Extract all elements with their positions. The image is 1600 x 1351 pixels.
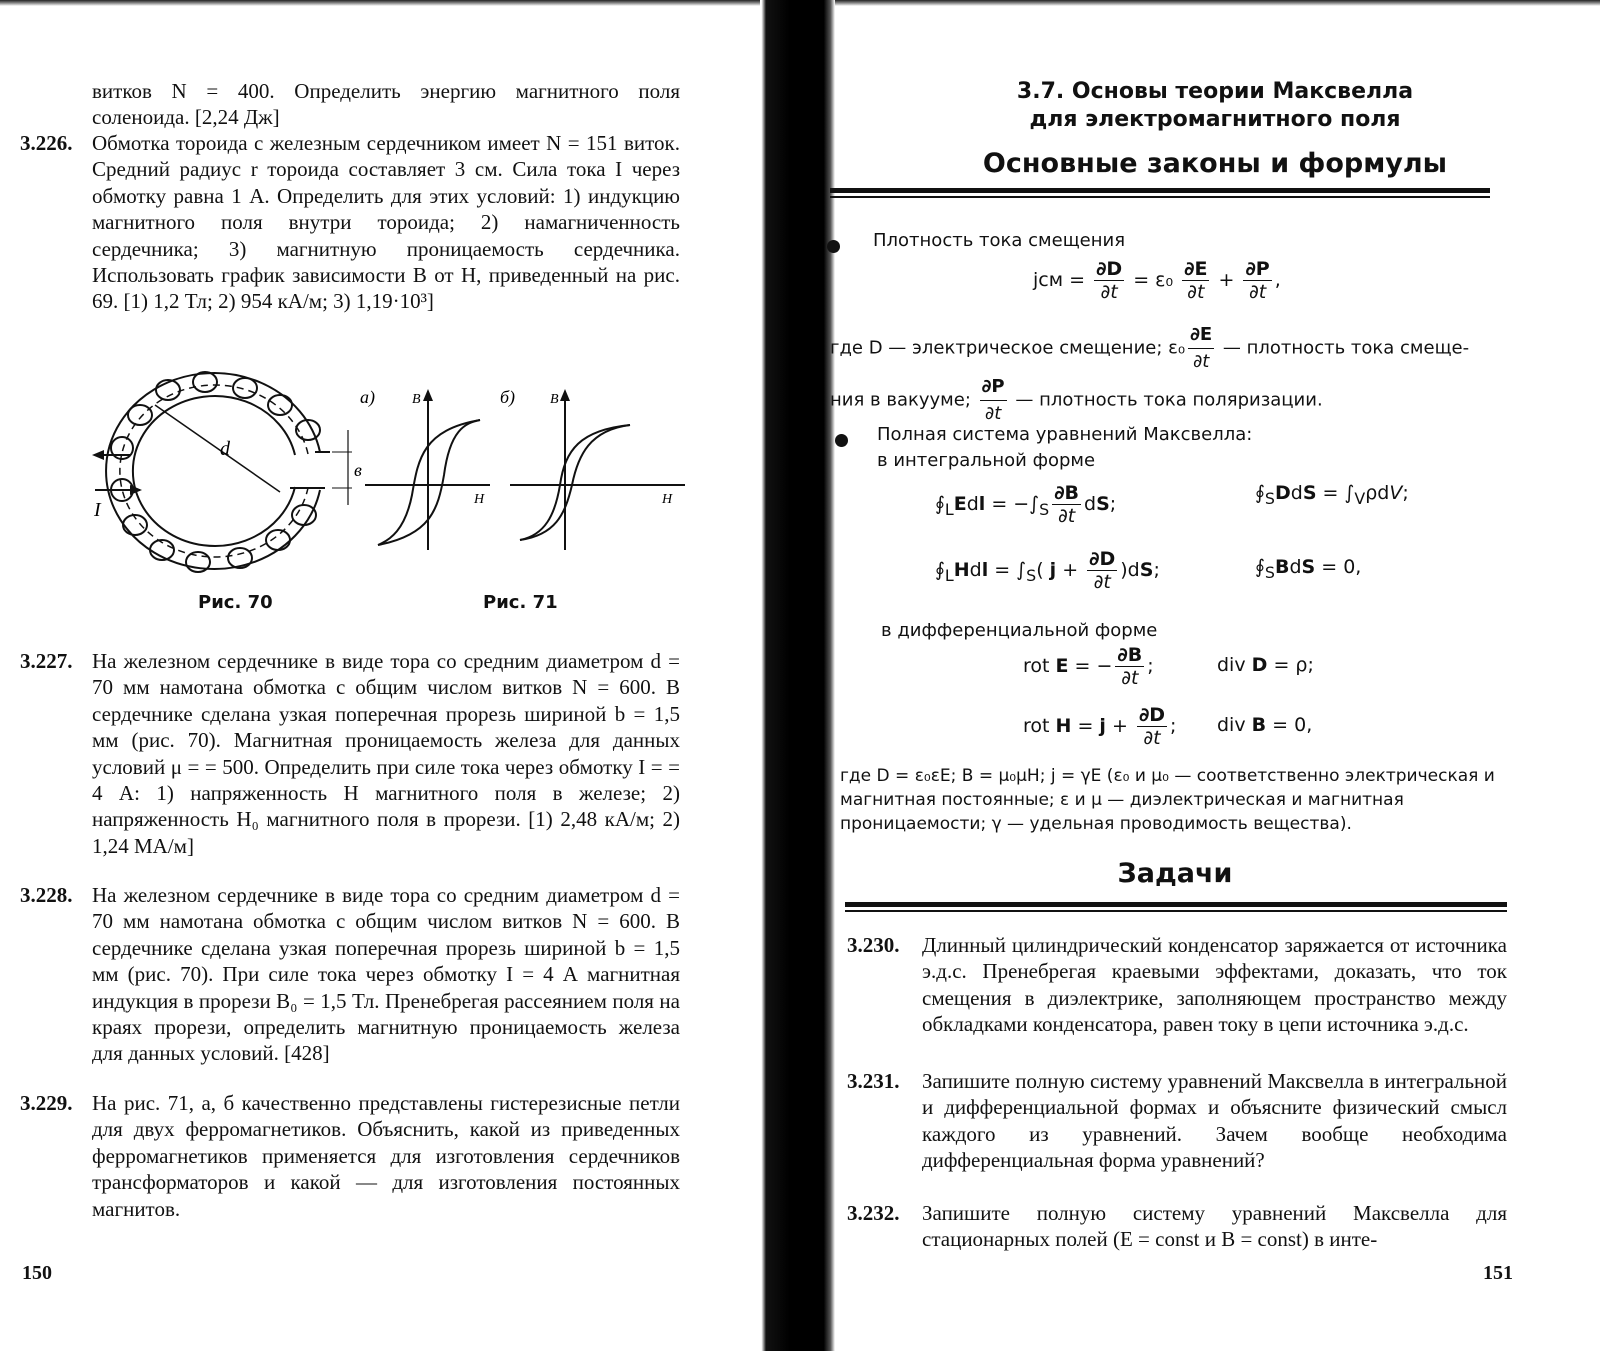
- problem-number: 3.226.: [20, 131, 73, 155]
- maxwell-diff-4: div B = 0,: [1217, 714, 1313, 736]
- problem-3-231: [847, 1068, 1507, 1174]
- figure-71-caption: Рис. 71: [483, 592, 558, 613]
- maxwell-diff-3: rot H = j + $\frac{\partial D}{\partial t}$ ;: [1023, 704, 1177, 749]
- maxwell-integral-2: $∮_SDdS = \int_V\rho dV$;: [1255, 482, 1409, 508]
- axis-B-b: B: [550, 392, 559, 407]
- bullet-2: [835, 434, 848, 447]
- problem-3-227: [20, 648, 680, 859]
- problem-3-232: [847, 1200, 1507, 1253]
- integral-form-label: в интегральной форме: [877, 450, 1096, 471]
- problem-text: На рис. 71, а, б качественно представлены гистерезисные петли для двух ферромагнетиков. Объяснить, какой из приведенных ферромагнетиков применяется для изготовления сердечников трансформаторов и какой — для изготовления постоянных магнитов.: [92, 1091, 680, 1221]
- figure-70-caption: Рис. 70: [198, 592, 273, 613]
- left-page: [0, 0, 760, 1351]
- problem-number: 3.227.: [20, 649, 73, 673]
- problem-number: 3.230.: [847, 933, 900, 957]
- axis-B-a: B: [412, 392, 421, 407]
- problem-3-226: [20, 130, 680, 315]
- bullet-1: [827, 240, 840, 253]
- problem-text: Длинный цилиндрический конденсатор заряжается от источника э.д.с. Пренебрегая краевыми эффектами, доказать, что ток смещения в диэлектрике, заполняющем пространство между обкладками конденсатора, равен току в цепи источника э.д.с.: [922, 933, 1507, 1037]
- problem-text: На железном сердечнике в виде тора со средним диаметром d = 70 мм намотана обмотка с общим числом витков N = 600. В сердечнике сделана узкая поперечная прорезь шириной b = 1,5 мм (рис. 70). При силе тока через обмотку I = 4 А магнитная индукция в прорези B₀ = 1,5 Тл. Пренебрегая рассеянием поля на краях прорези, определить магнитную проницаемость железа для данных условий. [428]: [92, 883, 680, 1066]
- axis-H-b: H: [662, 492, 673, 507]
- problem-text: На железном сердечнике в виде тора со средним диаметром d = 70 мм намотана обмотка с общим числом витков N = 600. В сердечнике сделана узкая поперечная прорезь шириной b = 1,5 мм (рис. 70). Магнитная проницаемость железа для данных условий μ = = 500. Определить при силе тока через обмотку I = = 4 А: 1) напряженность H магнитного поля в железе; 2) напряженность H₀ магнитного поля в прорези. [1) 2,48 кА/м; 2) 1,24 МА/м]: [92, 649, 680, 858]
- figure-70-toroid: [80, 360, 370, 585]
- continuation-text: витков N = 400. Определить энергию магнитного поля соленоида. [2,24 Дж]: [92, 79, 680, 130]
- displacement-current-formula: jсм = $\frac{\partial D}{\partial t}$ = ε₀ $\frac{\partial E}{\partial t}$ + $\frac{\partial P}{\partial t}$ ,: [1033, 258, 1281, 303]
- right-page: [830, 0, 1600, 1351]
- maxwell-diff-2: div D = ρ;: [1217, 654, 1314, 676]
- bullet-2-label: Полная система уравнений Максвелла:: [877, 424, 1253, 445]
- problem-number: 3.232.: [847, 1201, 900, 1225]
- page-number-left: 150: [22, 1262, 52, 1284]
- where-line-2: ния в вакууме; $\frac{\partial P}{\partial t}$ — плотность тока поляризации.: [830, 376, 1323, 424]
- diff-form-label: в дифференциальной форме: [881, 620, 1158, 641]
- figure-71-hysteresis: [360, 385, 690, 555]
- where-line-3: где D = ε₀εE; B = μ₀μH; j = γE (ε₀ и μ₀ — соответственно электрическая и магнитная постоянные; ε и μ — диэлектрическая и магнитная проницаемости; γ — удельная проводимость вещества).: [840, 766, 1495, 834]
- problem-number: 3.228.: [20, 883, 73, 907]
- section-title: 3.7. Основы теории Максвелла для электромагнитного поля: [1016, 79, 1414, 132]
- maxwell-integral-1: $∮_LEdl = -\int_S$ $\frac{\partial B}{\partial t}$ dS;: [935, 482, 1117, 527]
- axis-H-a: H: [474, 492, 485, 507]
- maxwell-integral-3: $∮_LHdl = \int_S$( j + $\frac{\partial D}{\partial t}$ )dS;: [935, 548, 1160, 593]
- problem-text: Обмотка тороида с железным сердечником имеет N = 151 виток. Средний радиус r тороида составляет 3 см. Сила тока I через обмотку равна 1 А. Определить для этих условий: 1) индукцию магнитного поля внутри тороида; 2) намагниченность сердечника; 3) магнитную проницаемость сердечника. Использовать график зависимости B от H, приведенный на рис. 69. [1) 1,2 Тл; 2) 954 кА/м; 3) 1,19·10³]: [92, 131, 680, 314]
- page-number-right: 151: [1483, 1262, 1513, 1284]
- label-d: d: [220, 438, 230, 460]
- bullet-1-label: Плотность тока смещения: [873, 230, 1126, 251]
- label-a: а): [360, 387, 375, 407]
- problem-text: Запишите полную систему уравнений Максвелла для стационарных полей (E = const и B = const) в инте-: [922, 1201, 1507, 1252]
- book-gutter: [760, 0, 835, 1351]
- problem-3-228: [20, 882, 680, 1067]
- problem-3-230: [847, 932, 1507, 1038]
- label-bb: б): [500, 387, 516, 407]
- problem-number: 3.229.: [20, 1091, 73, 1115]
- tasks-rule: [845, 902, 1507, 912]
- problem-text: Запишите полную систему уравнений Максвелла в интегральной и дифференциальной формах и объясните физический смысл каждого из уравнений. Зачем вообще необходима дифференциальная форма уравнений?: [922, 1069, 1507, 1173]
- heading-rule: [830, 188, 1490, 198]
- where-line-1: где D — электрическое смещение; ε₀ $\frac{\partial E}{\partial t}$ — плотность тока смеще-: [830, 324, 1470, 372]
- heading-tasks: Задачи: [1117, 858, 1233, 889]
- problem-number: 3.231.: [847, 1069, 900, 1093]
- label-I: I: [94, 499, 101, 521]
- maxwell-integral-4: $∮_SBdS = 0$,: [1255, 556, 1362, 582]
- problem-3-229: [20, 1090, 680, 1222]
- heading-laws: Основные законы и формулы: [982, 148, 1448, 179]
- maxwell-diff-1: rot E = − $\frac{\partial B}{\partial t}$ ;: [1023, 644, 1154, 689]
- label-b: в: [354, 460, 362, 480]
